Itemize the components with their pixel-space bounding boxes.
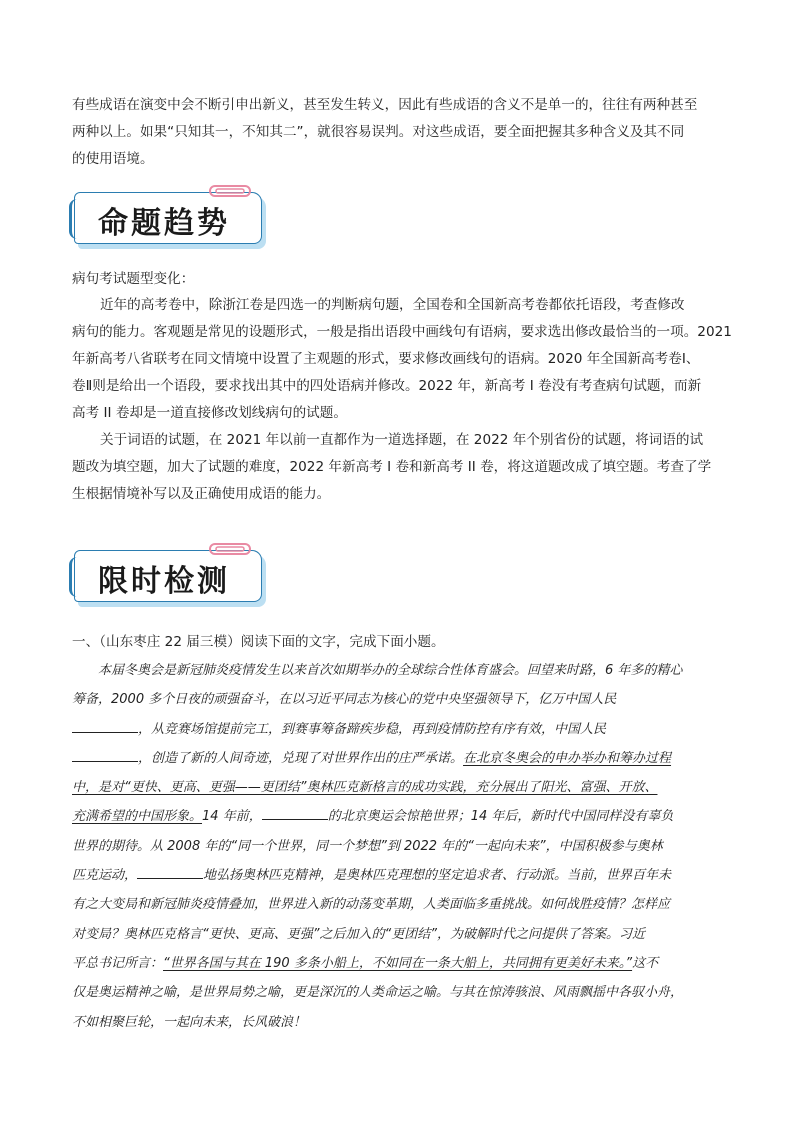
passage-line: 仅是奥运精神之喻，是世界局势之喻，更是深沉的人类命运之喻。与其在惊涛骇浪、风雨飘摇中各驭小舟， — [72, 985, 684, 1001]
passage-line: 平总书记所言：“世界各国与其在 190 多条小船上，不如同在一条大船上，共同拥有更美好未来。”这不 — [72, 955, 659, 971]
paragraph-line: 关于词语的试题，在 2021 年以前一直都作为一道选择题，在 2022 年个别省份的试题，将词语的试 — [100, 432, 704, 448]
question-heading: 一、（山东枣庄 22 届三模）阅读下面的文字，完成下面小题。 — [72, 634, 445, 650]
passage-line: 充满希望的中国形象。14 年前， 的北京奥运会惊艳世界；14 年后，新时代中国同样没有辜负 — [72, 809, 674, 825]
trend-paragraph-2 — [72, 427, 724, 508]
passage-line: 本届冬奥会是新冠肺炎疫情发生以来首次如期举办的全球综合性体育盛会。回望来时路，6 年多的精心 — [98, 663, 683, 678]
passage-line: 有之大变局和新冠肺炎疫情叠加，世界进入新的动荡变革期，人类面临多重挑战。如何战胜疫情？怎样应 — [72, 897, 671, 913]
passage-line: 匹克运动， 地弘扬奥林匹克精神，是奥林匹克理想的坚定追求者、行动派。当前，世界百年未 — [72, 868, 672, 884]
paragraph-line: 病句的能力。客观题是常见的设题形式，一般是指出语段中画线句有语病，要求选出修改最恰当的一项。2021 — [72, 324, 732, 340]
fill-blank[interactable] — [262, 807, 328, 820]
passage-line: 对变局？奥林匹克格言“更快、更高、更强”之后加入的“更团结”，为破解时代之问提供了答案。习近 — [72, 926, 645, 942]
intro-paragraph — [72, 92, 724, 173]
reading-passage — [72, 656, 728, 1037]
underlined-sentence: “世界各国与其在 190 多条小船上，不如同在一条大船上，共同拥有更美好未来。” — [163, 955, 633, 971]
passage-line: 不如相聚巨轮，一起向未来，长风破浪！ — [72, 1014, 307, 1030]
intro-line: 有些成语在演变中会不断引申出新义，甚至发生转义，因此有些成语的含义不是单一的，往往有两种甚至 — [72, 97, 698, 113]
passage-line: ，创造了新的人间奇迹，兑现了对世界作出的庄严承诺。在北京冬奥会的申办举办和筹办过程 — [72, 744, 728, 773]
paragraph-line: 近年的高考卷中，除浙江卷是四选一的判断病句题，全国卷和全国新高考卷都依托语段，考查修改 — [100, 297, 685, 313]
section-title: 命题趋势 — [98, 206, 230, 241]
underlined-sentence: 中，是对“更快、更高、更强——更团结”奥林匹克新格言的成功实践，充分展出了阳光、富强、开放、 — [72, 780, 658, 796]
passage-line: 筹备，2000 多个日夜的顽强奋斗，在以习近平同志为核心的党中央坚强领导下，亿万中国人民 — [72, 692, 617, 708]
trend-paragraph-1 — [72, 292, 732, 427]
passage-line: ，从竞赛场馆提前完工，到赛事筹备蹄疾步稳，再到疫情防控有序有效，中国人民 — [72, 715, 728, 744]
passage-line: 世界的期待。从 2008 年的“同一个世界，同一个梦想”到 2022 年的“一起向未来”，中国积极参与奥林 — [72, 838, 663, 854]
paragraph-line: 题改为填空题，加大了试题的难度，2022 年新高考 I 卷和新高考 II 卷，将这道题改成了填空题。考查了学 — [72, 459, 712, 475]
section-badge-timed-test — [74, 540, 264, 606]
section-subhead: 病句考试题型变化： — [72, 271, 195, 287]
underlined-sentence: 充满希望的中国形象。 — [72, 809, 203, 825]
section-title: 限时检测 — [98, 564, 230, 599]
paragraph-line: 生根据情境补写以及正确使用成语的能力。 — [72, 486, 331, 502]
fill-blank[interactable] — [137, 866, 203, 879]
paragraph-line: 年新高考八省联考在同文情境中设置了主观题的形式，要求修改画线句的语病。2020 年全国新高考卷Ⅰ、 — [72, 351, 700, 367]
underlined-sentence: 在北京冬奥会的申办举办和筹办过程 — [463, 750, 672, 766]
paragraph-line: 卷Ⅱ则是给出一个语段，要求找出其中的四处语病并修改。2022 年，新高考 I 卷没有考查病句试题，而新 — [72, 378, 702, 394]
fill-blank[interactable] — [72, 749, 138, 762]
intro-line: 两种以上。如果“只知其一，不知其二”，就很容易误判。对这些成语，要全面把握其多种含义及其不同 — [72, 124, 685, 140]
fill-blank[interactable] — [72, 720, 138, 733]
section-badge-trends — [74, 182, 264, 248]
paragraph-line: 高考 II 卷却是一道直接修改划线病句的试题。 — [72, 405, 347, 421]
intro-line: 的使用语境。 — [72, 151, 154, 167]
